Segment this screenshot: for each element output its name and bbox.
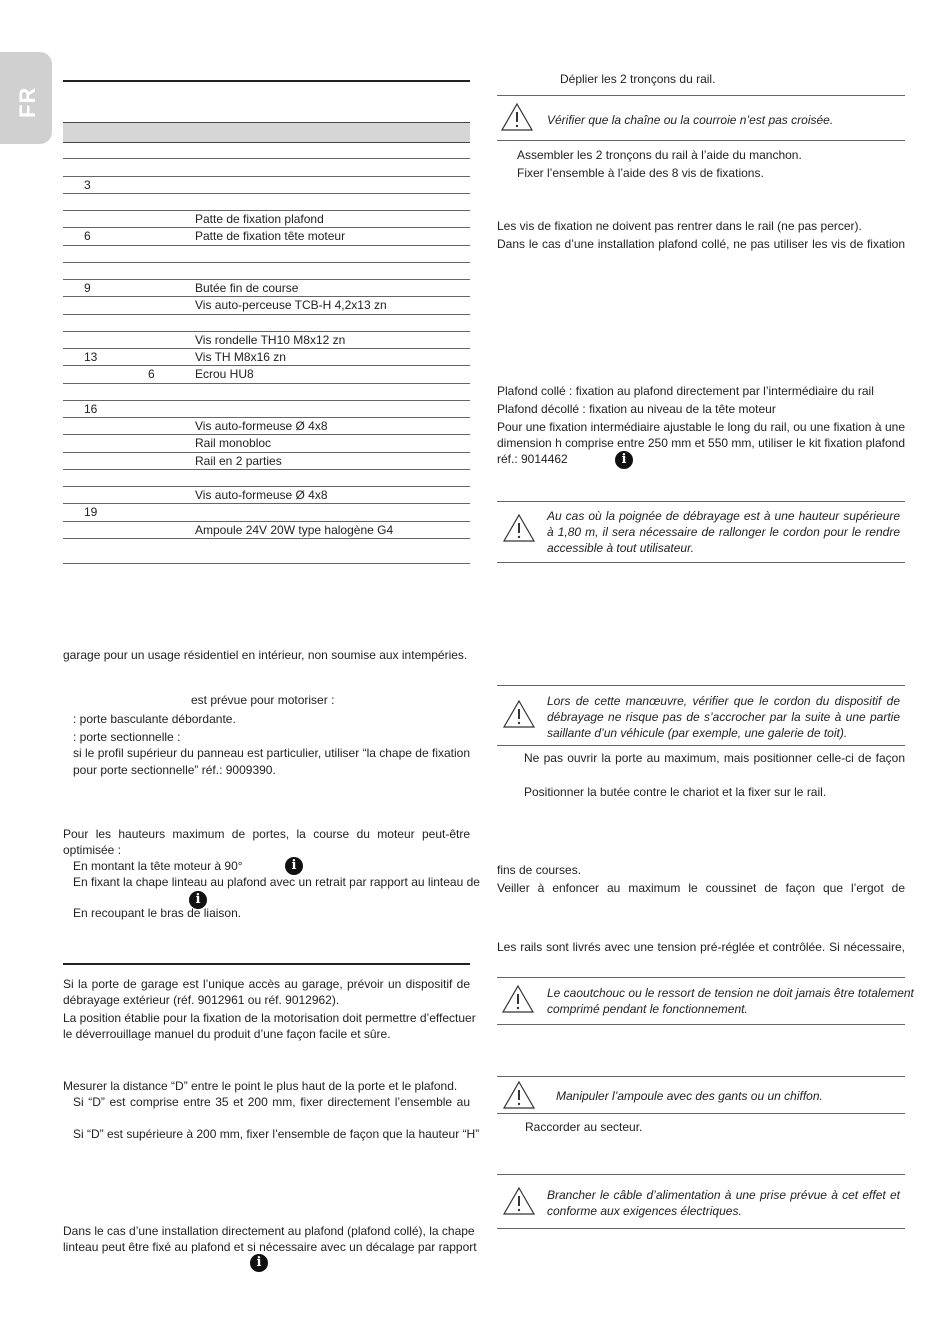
table-row-rule <box>63 176 470 177</box>
table-row-rule <box>63 400 470 401</box>
porte-sectionnelle-text: : porte sectionnelle : <box>73 730 181 744</box>
table-row-rule <box>63 193 470 194</box>
fixation-intermediaire-text-1: Pour une fixation intermédiaire ajustable le long du rail, ou une fixation à une <box>497 420 905 434</box>
raccorder-text: Raccorder au secteur. <box>525 1120 643 1134</box>
motoriser-text: est prévue pour motoriser : <box>191 693 335 707</box>
warning-bottom-rule <box>497 562 905 563</box>
usage-text: garage pour un usage résidentiel en intérieur, non soumise aux intempéries. <box>63 648 468 662</box>
part-description-cell: Vis auto-formeuse Ø 4x8 <box>195 419 328 433</box>
part-description-cell: Ecrou HU8 <box>195 367 254 381</box>
part-description-cell: Ampoule 24V 20W type halogène G4 <box>195 523 394 537</box>
hauteurs-text-1: Pour les hauteurs maximum de portes, la course du moteur peut-être <box>63 827 470 841</box>
warning-cable-text-1: Brancher le câble d’alimentation à une prise prévue à cet effet et <box>547 1188 900 1202</box>
si-d-text-1: Si “D” est comprise entre 35 et 200 mm, fixer directement l’ensemble au <box>73 1095 470 1109</box>
si-d-text-2: Si “D” est supérieure à 200 mm, fixer l’ensemble de façon que la hauteur “H” <box>73 1127 480 1141</box>
warning-top-rule <box>497 1174 905 1175</box>
warning-top-rule <box>497 685 905 686</box>
table-row-rule <box>63 538 470 539</box>
ne-pas-ouvrir-text: Ne pas ouvrir la porte au maximum, mais positionner celle-ci de façon <box>524 751 905 765</box>
part-number-cell: 16 <box>84 402 98 416</box>
vis-rail-text: Les vis de fixation ne doivent pas rentrer dans le rail (ne pas percer). <box>497 219 862 233</box>
table-row-rule <box>63 314 470 315</box>
part-description-cell: Rail monobloc <box>195 436 272 450</box>
fixation-intermediaire-text-3: réf.: 9014462 <box>497 452 568 466</box>
recoupant-text: En recoupant le bras de liaison. <box>73 906 242 920</box>
warning-cable-text-2: conforme aux exigences électriques. <box>547 1204 742 1218</box>
info-icon: i <box>250 1254 268 1272</box>
warning-poignee-text-3: accessible à tout utilisateur. <box>547 541 694 555</box>
warning-top-rule <box>497 1076 905 1077</box>
assembler-text: Assembler les 2 tronçons du rail à l’aide du manchon. <box>517 148 802 162</box>
warning-chaine-text: Vérifier que la chaîne ou la courroie n’est pas croisée. <box>547 113 834 127</box>
unique-acces-text-1: Si la porte de garage est l’unique accès au garage, prévoir un dispositif de <box>63 977 470 991</box>
table-row-rule <box>63 469 470 470</box>
warning-top-rule <box>497 501 905 502</box>
warning-cordon-text-2: débrayage ne risque pas de s’accrocher par la suite à une partie <box>547 710 900 724</box>
warning-bottom-rule <box>497 1228 905 1229</box>
warning-top-rule <box>497 95 905 96</box>
veiller-text: Veiller à enfoncer au maximum le coussinet de façon que l’ergot de <box>497 881 905 895</box>
part-description-cell: Vis auto-perceuse TCB-H 4,2x13 zn <box>195 298 387 312</box>
parts-table-bottom-rule <box>63 563 470 564</box>
plafond-colle-text-1: Dans le cas d’une installation directement au plafond (plafond collé), la chape <box>63 1224 475 1238</box>
warning-bottom-rule <box>497 745 905 746</box>
info-icon: i <box>615 451 633 469</box>
part-description-cell: Rail en 2 parties <box>195 454 282 468</box>
part-description-cell: Vis TH M8x16 zn <box>195 350 286 364</box>
table-row-rule <box>63 262 470 263</box>
warning-caoutchouc-text-2: comprimé pendant le fonctionnement. <box>547 1002 748 1016</box>
plafond-colle-text-2: linteau peut être fixé au plafond et si nécessaire avec un décalage par rapport <box>63 1240 477 1254</box>
table-row-rule <box>63 365 470 366</box>
part-description-cell: Vis auto-formeuse Ø 4x8 <box>195 488 328 502</box>
chape-linteau-text: En fixant la chape linteau au plafond avec un retrait par rapport au linteau de <box>73 875 480 889</box>
rails-tension-text: Les rails sont livrés avec une tension pré-réglée et contrôlée. Si nécessaire, <box>497 940 905 954</box>
plafond-colle-vis-text: Dans le cas d’une installation plafond collé, ne pas utiliser les vis de fixation <box>497 237 905 251</box>
table-row-rule <box>63 503 470 504</box>
fixation-intermediaire-text-2: dimension h comprise entre 250 mm et 550 mm, utiliser le kit fixation plafond <box>497 436 905 450</box>
table-row-rule <box>63 383 470 384</box>
warning-caoutchouc-text-1: Le caoutchouc ou le ressort de tension ne doit jamais être totalement <box>547 986 914 1000</box>
language-tab-label: FR <box>15 86 40 118</box>
warning-bottom-rule <box>497 1113 905 1114</box>
part-description-cell: Vis rondelle TH10 M8x12 zn <box>195 333 346 347</box>
warning-triangle-icon <box>502 1080 536 1110</box>
position-text-2: le déverrouillage manuel du produit d’une façon facile et sûre. <box>63 1027 391 1041</box>
warning-triangle-icon <box>502 699 536 729</box>
part-description-cell: Patte de fixation tête moteur <box>195 229 346 243</box>
fixer-text: Fixer l’ensemble à l’aide des 8 vis de fixations. <box>517 166 764 180</box>
part-number-cell: 3 <box>84 178 91 192</box>
unique-acces-text-2: débrayage extérieur (réf. 9012961 ou réf. 9012962). <box>63 993 340 1007</box>
warning-cordon-text-1: Lors de cette manœuvre, vérifier que le cordon du dispositif de <box>547 694 900 708</box>
warning-triangle-icon <box>500 102 534 132</box>
warning-triangle-icon <box>502 1186 536 1216</box>
profil-text-2: pour porte sectionnelle” réf.: 9009390. <box>73 763 276 777</box>
montant-text: En montant la tête moteur à 90° <box>73 859 243 873</box>
position-text-1: La position établie pour la fixation de la motorisation doit permettre d’effectuer <box>63 1011 476 1025</box>
hauteurs-text-2: optimisée : <box>63 843 122 857</box>
table-row-rule <box>63 245 470 246</box>
warning-poignee-text-1: Au cas où la poignée de débrayage est à une hauteur supérieure <box>547 509 900 523</box>
table-row-rule <box>63 158 470 159</box>
deplier-text: Déplier les 2 tronçons du rail. <box>560 72 716 86</box>
parts-table-header <box>63 122 470 143</box>
warning-cordon-text-3: saillante d’un véhicule (par exemple, une galerie de toit). <box>547 726 848 740</box>
info-icon: i <box>285 857 303 875</box>
warning-top-rule <box>497 977 905 978</box>
mesurer-text: Mesurer la distance “D” entre le point le plus haut de la porte et le plafond. <box>63 1079 458 1093</box>
part-quantity-cell: 6 <box>148 367 155 381</box>
plafond-colle-text: Plafond collé : fixation au plafond directement par l’intermédiaire du rail <box>497 384 874 398</box>
warning-poignee-text-2: à 1,80 m, il sera nécessaire de rallonger le cordon pour le rendre <box>547 525 900 539</box>
warning-triangle-icon <box>502 513 536 543</box>
language-tab <box>0 52 52 144</box>
positionner-butee-text: Positionner la butée contre le chariot et la fixer sur le rail. <box>524 785 827 799</box>
warning-bottom-rule <box>497 140 905 141</box>
fins-de-courses-text: fins de courses. <box>497 863 582 877</box>
warning-bottom-rule <box>497 1024 905 1025</box>
part-description-cell: Patte de fixation plafond <box>195 212 324 226</box>
part-description-cell: Butée fin de course <box>195 281 299 295</box>
part-number-cell: 6 <box>84 229 91 243</box>
part-number-cell: 9 <box>84 281 91 295</box>
warning-triangle-icon <box>501 984 535 1014</box>
porte-basculante-text: : porte basculante débordante. <box>73 712 236 726</box>
part-number-cell: 13 <box>84 350 98 364</box>
info-icon: i <box>189 891 207 909</box>
section-rule <box>63 80 470 82</box>
profil-text-1: si le profil supérieur du panneau est particulier, utiliser “la chape de fixation <box>73 746 470 760</box>
section-rule <box>63 963 470 965</box>
part-number-cell: 19 <box>84 505 98 519</box>
warning-ampoule-text: Manipuler l’ampoule avec des gants ou un chiffon. <box>556 1089 823 1103</box>
plafond-decolle-text: Plafond décollé : fixation au niveau de la tête moteur <box>497 402 776 416</box>
